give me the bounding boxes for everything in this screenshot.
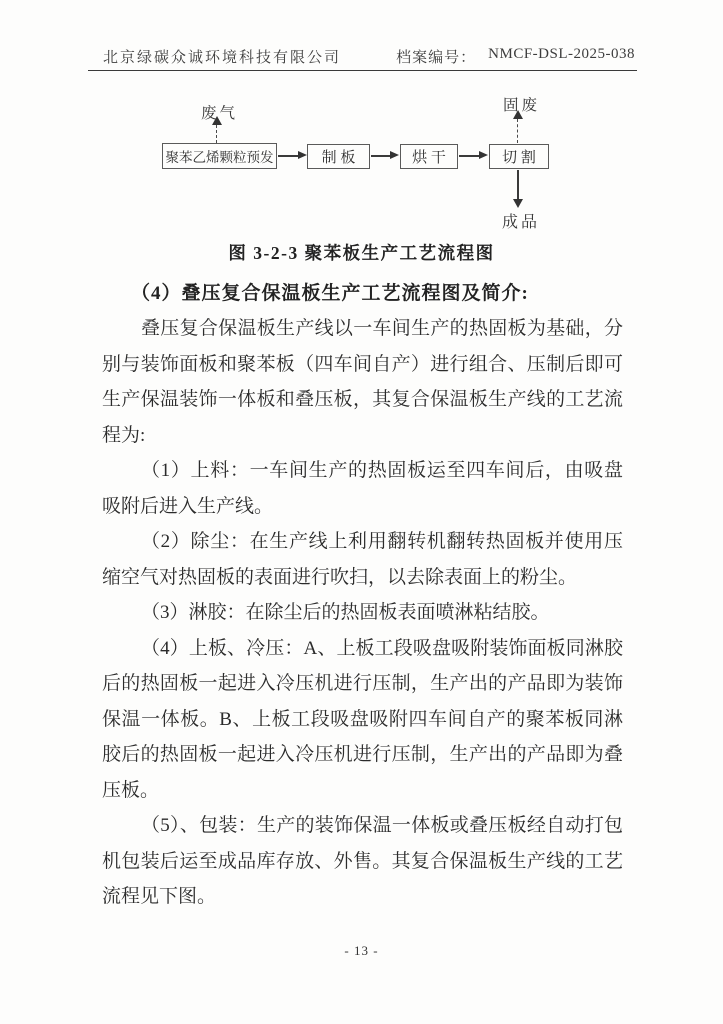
company-name: 北京绿碳众诚环境科技有限公司 (103, 50, 342, 66)
connector-line (371, 155, 391, 157)
paragraph-intro: 叠压复合保温板生产线以一车间生产的热固板为基础，分别与装饰面板和聚苯板（四车间自产）进行组合、压制后即可生产保温装饰一体板和叠压板，其复合保温板生产线的工艺流程为: (102, 318, 623, 446)
arrow-right-icon (298, 151, 307, 159)
paragraph-step-2: （2）除尘：在生产线上利用翻转机翻转热固板并使用压缩空气对热固板的表面进行吹扫，以去除表面上的粉尘。 (102, 531, 623, 588)
paragraph-step-5: （5）、包装：生产的装饰保温一体板或叠压板经自动打包机包装后运至成品库存放、外售。其复合保温板生产线的工艺流程见下图。 (102, 815, 623, 907)
arrow-up-icon (513, 110, 523, 119)
connector-line (459, 155, 480, 157)
flow-box-board-making: 制 板 (307, 144, 370, 169)
arrow-right-icon (390, 151, 399, 159)
paragraph-step-1: （1）上料：一车间生产的热固板运至四车间后，由吸盘吸附后进入生产线。 (102, 460, 623, 517)
paragraph-step-3: （3）淋胶：在除尘后的热固板表面喷淋粘结胶。 (141, 602, 550, 623)
body-text (102, 311, 623, 915)
section-heading: （4）叠压复合保温板生产工艺流程图及简介: (131, 283, 529, 304)
product-label: 成品 (502, 214, 541, 231)
waste-gas-label: 废气 (201, 105, 239, 122)
arrow-up-icon (212, 116, 222, 125)
archive-label: 档案编号： (396, 50, 477, 66)
flow-box-cutting: 切 割 (489, 144, 549, 169)
dashed-connector (517, 119, 518, 143)
page-number: - 13 - (344, 943, 379, 958)
flow-box-drying: 烘 干 (400, 144, 458, 169)
archive-value: NMCF-DSL-2025-038 (488, 46, 635, 62)
dashed-connector (216, 125, 217, 143)
connector-line (278, 155, 299, 157)
paragraph-step-4: （4）上板、冷压：A、上板工段吸盘吸附装饰面板同淋胶后的热固板一起进入冷压机进行压制，生产出的产品即为装饰保温一体板。B、上板工段吸盘吸附四车间自产的聚苯板同淋胶后的热固板一起进入冷压机进行压制，生产出的产品即为叠压板。 (102, 637, 623, 801)
arrow-down-icon (513, 199, 523, 208)
arrow-right-icon (479, 151, 488, 159)
solid-waste-label: 固废 (503, 97, 541, 114)
connector-line (517, 170, 519, 200)
figure-caption: 图 3-2-3 聚苯板生产工艺流程图 (228, 243, 495, 263)
flow-box-pre-expansion: 聚苯乙烯颗粒预发 (162, 143, 277, 169)
